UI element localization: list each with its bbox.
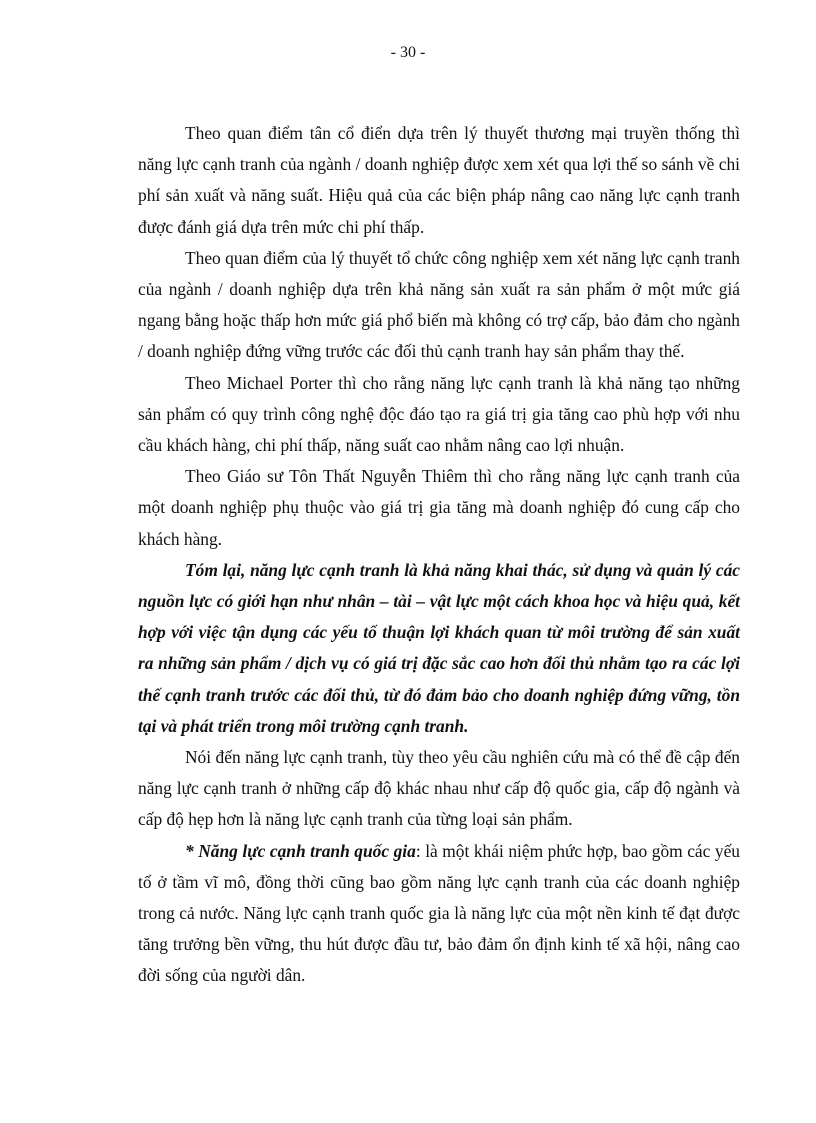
paragraph-industrial-organization: Theo quan điểm của lý thuyết tổ chức công nghiệp xem xét năng lực cạnh tranh của ngành / doanh nghiệp dựa trên khả năng sản xuất ra sản phẩm ở một mức giá ngang bằng hoặc thấp hơn mức giá phổ biến mà không có trợ cấp, bảo đảm cho ngành / doanh nghiệp đứng vững trước các đối thủ cạnh tranh hay sản phẩm thay thế. [138,247,740,362]
paragraph-national-competitiveness [138,836,740,992]
national-competitiveness-text: : là một khái niệm phức hợp, bao gồm các yếu tố ở tầm vĩ mô, đồng thời cũng bao gồm năng lực cạnh tranh của các doanh nghiệp trong cả nước. Năng lực cạnh tranh quốc gia là năng lực của một nền kinh tế đạt được tăng trưởng bền vững, thu hút được đầu tư, bảo đảm ổn định kinh tế xã hội, nâng cao đời sống của người dân. [138,840,741,986]
paragraph-summary: Tóm lại, năng lực cạnh tranh là khả năng khai thác, sử dụng và quản lý các nguồn lực có giới hạn như nhân – tài – vật lực một cách khoa học và hiệu quả, kết hợp với việc tận dụng các yếu tố thuận lợi khách quan từ môi trường để sản xuất ra những sản phẩm / dịch vụ có giá trị đặc sắc cao hơn đối thủ nhằm tạo ra các lợi thế cạnh tranh trước các đối thủ, từ đó đảm bảo cho doanh nghiệp đứng vững, tồn tại và phát triển trong môi trường cạnh tranh. [138,559,740,736]
document-body [138,118,740,992]
national-competitiveness-heading: * Năng lực cạnh tranh quốc gia [185,840,416,861]
paragraph-competitiveness-levels: Nói đến năng lực cạnh tranh, tùy theo yêu cầu nghiên cứu mà có thể đề cập đến năng lực cạnh tranh ở những cấp độ khác nhau như cấp độ quốc gia, cấp độ ngành và cấp độ hẹp hơn là năng lực cạnh tranh của từng loại sản phẩm. [138,747,740,830]
paragraph-neoclassical: Theo quan điểm tân cổ điển dựa trên lý thuyết thương mại truyền thống thì năng lực cạnh tranh của ngành / doanh nghiệp được xem xét qua lợi thế so sánh về chi phí sản xuất và năng suất. Hiệu quả của các biện pháp nâng cao năng lực cạnh tranh được đánh giá dựa trên mức chi phí thấp. [138,123,740,237]
paragraph-ton-that-nguyen-thiem: Theo Giáo sư Tôn Thất Nguyễn Thiêm thì cho rằng năng lực cạnh tranh của một doanh nghiệp phụ thuộc vào giá trị gia tăng mà doanh nghiệp đó cung cấp cho khách hàng. [138,466,740,549]
page-number: - 30 - [390,44,426,61]
paragraph-michael-porter: Theo Michael Porter thì cho rằng năng lực cạnh tranh là khả năng tạo những sản phẩm có quy trình công nghệ độc đáo tạo ra giá trị gia tăng cao phù hợp với nhu cầu khách hàng, chi phí thấp, năng suất cao nhằm nâng cao lợi nhuận. [138,372,740,456]
